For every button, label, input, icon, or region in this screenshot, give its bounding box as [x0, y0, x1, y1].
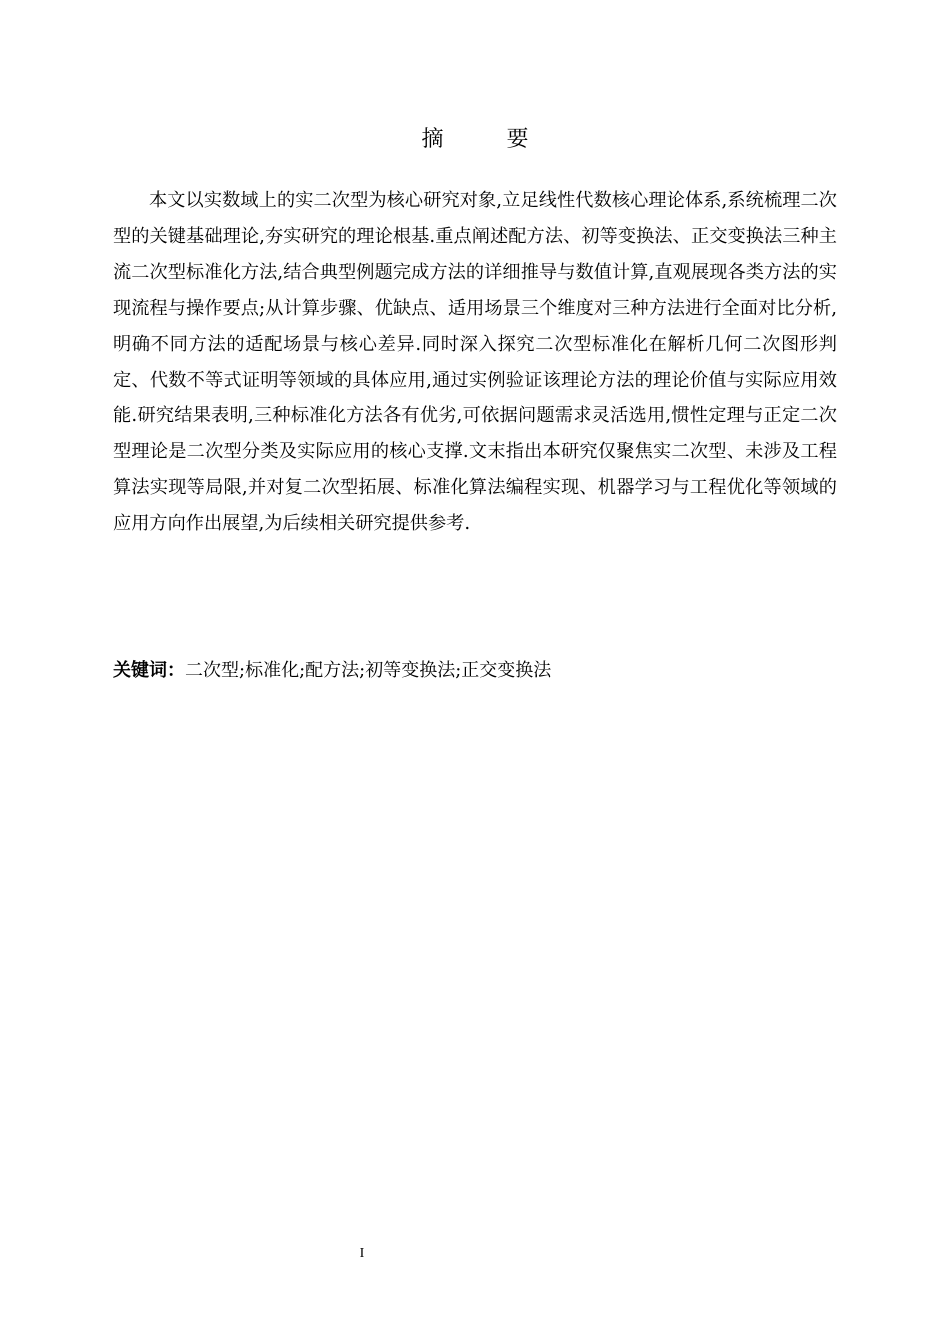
keywords-label: 关键词： — [113, 660, 185, 681]
abstract-title: 摘 要 — [421, 127, 557, 152]
keywords-values: 二次型;标准化;配方法;初等变换法;正交变换法 — [185, 660, 552, 681]
keywords-line — [113, 657, 837, 685]
page-number: I — [359, 1246, 365, 1261]
abstract-body: 本文以实数域上的实二次型为核心研究对象,立足线性代数核心理论体系,系统梳理二次型的关键基础理论,夯实研究的理论根基.重点阐述配方法、初等变换法、正交变换法三种主流二次型标准化方法,结合典型例题完成方法的详细推导与数值计算,直观展现各类方法的实现流程与操作要点;从计算步骤、优缺点、适用场景三个维度对三种方法进行全面对比分析,明确不同方法的适配场景与核心差异.同时深入探究二次型标准化在解析几何二次图形判定、代数不等式证明等领域的具体应用,通过实例验证该理论方法的理论价值与实际应用效能.研究结果表明,三种标准化方法各有优劣,可依据问题需求灵活选用,惯性定理与正定二次型理论是二次型分类及实际应用的核心支撑.文末指出本研究仅聚焦实二次型、未涉及工程算法实现等局限,并对复二次型拓展、标准化算法编程实现、机器学习与工程优化等领域的应用方向作出展望,为后续相关研究提供参考. — [113, 190, 837, 535]
